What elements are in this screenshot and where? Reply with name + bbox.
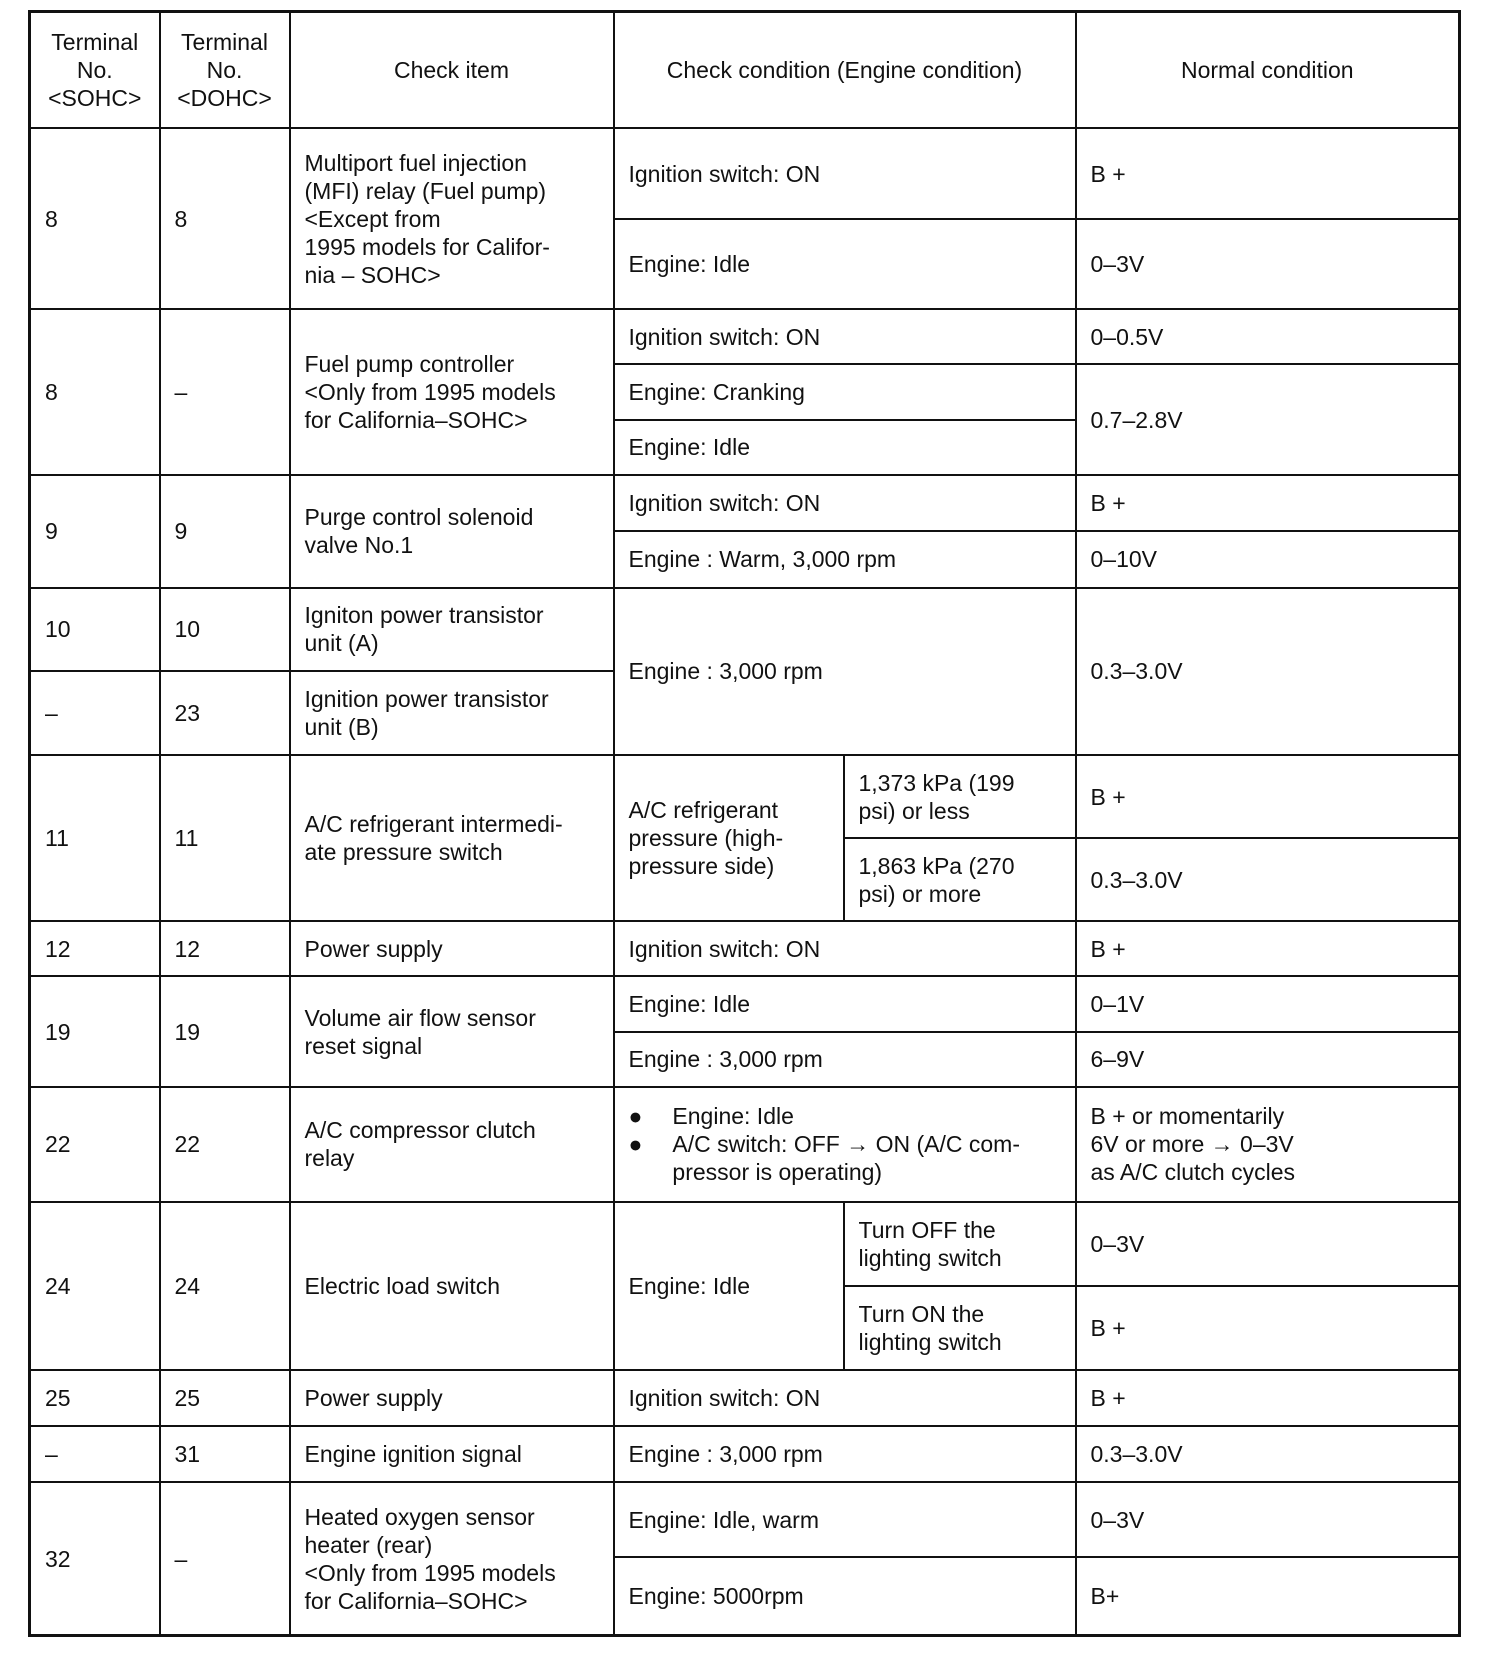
terminal-dohc: 10	[160, 588, 290, 672]
terminal-dohc: 23	[160, 671, 290, 755]
check-condition: Ignition switch: ON	[614, 128, 1076, 218]
header-check-condition: Check condition (Engine condition)	[614, 12, 1076, 129]
check-condition: Engine: Idle, warm	[614, 1482, 1076, 1556]
header-row	[30, 12, 1460, 129]
terminal-sohc: 19	[30, 976, 160, 1087]
terminal-sohc: 9	[30, 475, 160, 588]
terminal-dohc: 22	[160, 1087, 290, 1202]
sub-condition: Turn ON the lighting switch	[844, 1286, 1076, 1370]
check-item: A/C refrigerant intermedi- ate pressure switch	[290, 755, 614, 921]
sub-condition: 1,373 kPa (199 psi) or less	[844, 755, 1076, 838]
terminal-sohc: –	[30, 1426, 160, 1482]
bullet-item: ● Engine: Idle	[628, 1103, 794, 1130]
check-item: Power supply	[290, 921, 614, 976]
header-terminal-dohc: Terminal No. <DOHC>	[160, 12, 290, 129]
check-item: Heated oxygen sensor heater (rear) <Only from 1995 models for California–SOHC>	[290, 1482, 614, 1635]
normal-condition: B+	[1076, 1557, 1460, 1636]
check-condition: Engine : 3,000 rpm	[614, 588, 1076, 756]
terminal-dohc: 11	[160, 755, 290, 921]
terminal-sohc: 8	[30, 128, 160, 309]
bullet-item: ● A/C switch: OFF → ON (A/C com- pressor is operating)	[628, 1131, 1020, 1186]
terminal-check-table	[28, 10, 1461, 1637]
check-condition: Ignition switch: ON	[614, 309, 1076, 364]
normal-condition: 0.3–3.0V	[1076, 838, 1460, 921]
check-condition: Engine: Idle	[614, 219, 1076, 309]
check-item: Ignition power transistor unit (B)	[290, 671, 614, 755]
terminal-dohc: 19	[160, 976, 290, 1087]
terminal-sohc: 12	[30, 921, 160, 976]
check-condition: Ignition switch: ON	[614, 475, 1076, 531]
normal-condition: B +	[1076, 755, 1460, 838]
check-condition: Engine : Warm, 3,000 rpm	[614, 531, 1076, 587]
terminal-dohc: –	[160, 309, 290, 475]
check-condition: Engine: Cranking	[614, 364, 1076, 419]
table-row	[30, 976, 1460, 1031]
table-row	[30, 128, 1460, 218]
normal-condition: 6–9V	[1076, 1032, 1460, 1087]
table-row	[30, 755, 1460, 838]
header-normal-condition: Normal condition	[1076, 12, 1460, 129]
normal-condition: 0–3V	[1076, 1482, 1460, 1556]
table-row	[30, 1426, 1460, 1482]
check-item: Volume air flow sensor reset signal	[290, 976, 614, 1087]
table-row	[30, 921, 1460, 976]
terminal-dohc: 31	[160, 1426, 290, 1482]
terminal-dohc: –	[160, 1482, 290, 1635]
bullet-icon: ●	[628, 1103, 643, 1130]
check-item: A/C compressor clutch relay	[290, 1087, 614, 1202]
normal-condition: B +	[1076, 1286, 1460, 1370]
check-condition: Ignition switch: ON	[614, 1370, 1076, 1426]
terminal-sohc: 32	[30, 1482, 160, 1635]
table-row	[30, 588, 1460, 672]
terminal-dohc: 12	[160, 921, 290, 976]
terminal-sohc: 10	[30, 588, 160, 672]
terminal-sohc: 22	[30, 1087, 160, 1202]
normal-condition: B +	[1076, 921, 1460, 976]
terminal-dohc: 25	[160, 1370, 290, 1426]
table-row	[30, 309, 1460, 364]
check-item: Engine ignition signal	[290, 1426, 614, 1482]
check-condition: Engine: Idle	[614, 420, 1076, 475]
check-condition: Ignition switch: ON	[614, 921, 1076, 976]
header-check-item: Check item	[290, 12, 614, 129]
terminal-dohc: 24	[160, 1202, 290, 1370]
normal-condition: 0–3V	[1076, 1202, 1460, 1286]
terminal-sohc: 8	[30, 309, 160, 475]
terminal-sohc: 25	[30, 1370, 160, 1426]
check-item: Fuel pump controller <Only from 1995 models for California–SOHC>	[290, 309, 614, 475]
bullet-icon: ●	[628, 1131, 643, 1158]
table-row	[30, 1087, 1460, 1202]
normal-condition: B +	[1076, 475, 1460, 531]
check-item: Power supply	[290, 1370, 614, 1426]
sub-condition: Turn OFF the lighting switch	[844, 1202, 1076, 1286]
check-condition: Engine: Idle	[614, 1202, 844, 1370]
check-condition: Engine: Idle	[614, 976, 1076, 1031]
normal-condition: 0–3V	[1076, 219, 1460, 309]
normal-condition: 0–10V	[1076, 531, 1460, 587]
check-item: Purge control solenoid valve No.1	[290, 475, 614, 588]
terminal-sohc: 11	[30, 755, 160, 921]
check-condition: Engine : 3,000 rpm	[614, 1426, 1076, 1482]
check-condition: Engine: 5000rpm	[614, 1557, 1076, 1636]
normal-condition: B +	[1076, 1370, 1460, 1426]
table-row	[30, 1482, 1460, 1556]
check-condition: Engine : 3,000 rpm	[614, 1032, 1076, 1087]
terminal-dohc: 8	[160, 128, 290, 309]
check-condition-bullets	[614, 1087, 1076, 1202]
terminal-sohc: –	[30, 671, 160, 755]
terminal-dohc: 9	[160, 475, 290, 588]
normal-condition: 0.3–3.0V	[1076, 588, 1460, 756]
normal-condition: B + or momentarily 6V or more → 0–3V as A/C clutch cycles	[1076, 1087, 1460, 1202]
check-item: Electric load switch	[290, 1202, 614, 1370]
check-item: Igniton power transistor unit (A)	[290, 588, 614, 672]
normal-condition: 0.7–2.8V	[1076, 364, 1460, 475]
check-condition: A/C refrigerant pressure (high- pressure side)	[614, 755, 844, 921]
check-item: Multiport fuel injection (MFI) relay (Fuel pump) <Except from 1995 models for Califor- nia – SOHC>	[290, 128, 614, 309]
normal-condition: 0–1V	[1076, 976, 1460, 1031]
normal-condition: B +	[1076, 128, 1460, 218]
table-row	[30, 1370, 1460, 1426]
table-row	[30, 1202, 1460, 1286]
normal-condition: 0–0.5V	[1076, 309, 1460, 364]
normal-condition: 0.3–3.0V	[1076, 1426, 1460, 1482]
table-row	[30, 475, 1460, 531]
sub-condition: 1,863 kPa (270 psi) or more	[844, 838, 1076, 921]
terminal-sohc: 24	[30, 1202, 160, 1370]
header-terminal-sohc: Terminal No. <SOHC>	[30, 12, 160, 129]
